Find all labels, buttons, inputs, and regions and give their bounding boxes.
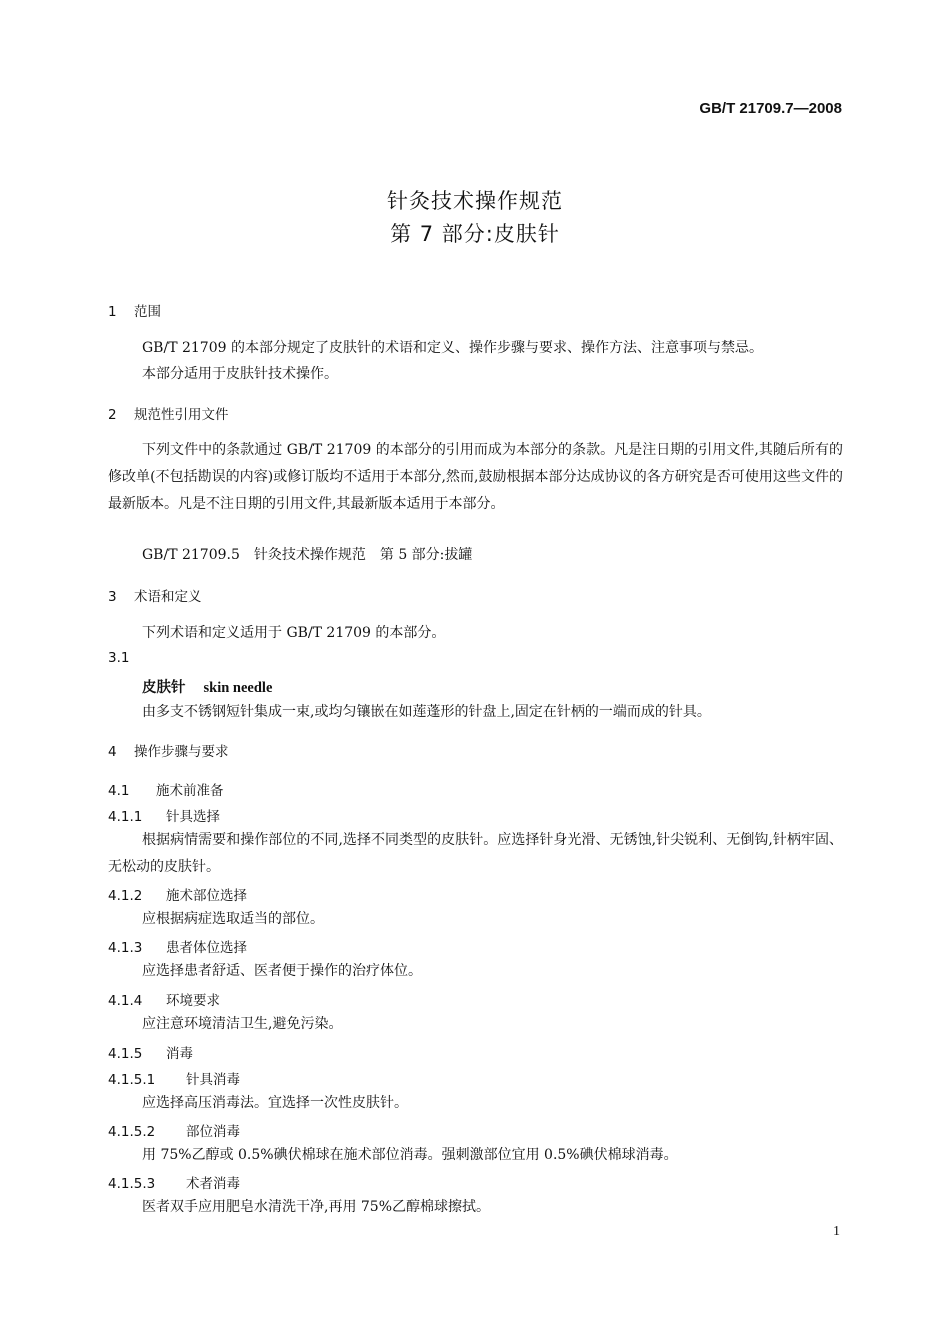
term-definition: 由多支不锈钢短针集成一束,或均匀镶嵌在如莲蓬形的针盘上,固定在针柄的一端而成的针具。 bbox=[142, 704, 711, 720]
term-chinese: 皮肤针 bbox=[142, 680, 186, 696]
paragraph: 医者双手应用肥皂水清洗干净,再用 75%乙醇棉球擦拭。 bbox=[142, 1199, 491, 1215]
subsection-heading-4-1-5-1 bbox=[108, 1068, 240, 1088]
section-title: 操作步骤与要求 bbox=[134, 744, 229, 760]
section-title: 范围 bbox=[134, 304, 161, 320]
section-title: 消毒 bbox=[166, 1046, 193, 1062]
paragraph: GB/T 21709 的本部分规定了皮肤针的术语和定义、操作步骤与要求、操作方法、注意事项与禁忌。 bbox=[142, 340, 763, 356]
subsection-heading-4-1-5 bbox=[108, 1042, 193, 1062]
section-number: 2 bbox=[108, 407, 117, 423]
section-number: 4.1.1 bbox=[108, 809, 143, 825]
section-title: 施术部位选择 bbox=[166, 888, 247, 904]
subsection-heading-4-1-4 bbox=[108, 989, 220, 1009]
section-number: 4.1 bbox=[108, 783, 130, 799]
paragraph: 下列文件中的条款通过 GB/T 21709 的本部分的引用而成为本部分的条款。凡是注日期的引用文件,其随后所有的修改单(不包括勘误的内容)或修订版均不适用于本部分,然而,鼓励根据本部分达成协议的各方研究是否可使用这些文件的最新版本。凡是不注日期的引用文件,其最新版本适用于本部分。 bbox=[108, 442, 843, 512]
section-number: 4.1.3 bbox=[108, 940, 143, 956]
section-number: 1 bbox=[108, 304, 117, 320]
subsection-heading-4-1-2 bbox=[108, 884, 247, 904]
subsection-heading-4-1 bbox=[108, 779, 224, 799]
subsection-heading-4-1-5-2 bbox=[108, 1120, 240, 1140]
section-heading-2 bbox=[108, 403, 229, 423]
subsection-heading-4-1-5-3 bbox=[108, 1172, 240, 1192]
section-number: 4.1.2 bbox=[108, 888, 143, 904]
page-number: 1 bbox=[833, 1224, 840, 1239]
section-number: 4.1.5.1 bbox=[108, 1072, 156, 1088]
section-title: 规范性引用文件 bbox=[134, 407, 229, 423]
paragraph: 应选择患者舒适、医者便于操作的治疗体位。 bbox=[142, 963, 422, 979]
term-english: skin needle bbox=[203, 680, 273, 696]
section-heading-3 bbox=[108, 585, 202, 605]
section-number: 4 bbox=[108, 744, 117, 760]
section-heading-4 bbox=[108, 740, 229, 760]
term-entry bbox=[142, 676, 272, 697]
document-subtitle: 第 7 部分:皮肤针 bbox=[390, 222, 560, 246]
subsection-heading-4-1-3 bbox=[108, 936, 247, 956]
section-title: 针具消毒 bbox=[186, 1072, 240, 1088]
section-title: 部位消毒 bbox=[186, 1124, 240, 1140]
section-title: 施术前准备 bbox=[156, 783, 224, 799]
section-title: 术语和定义 bbox=[134, 589, 202, 605]
standard-number: GB/T 21709.7—2008 bbox=[699, 100, 842, 117]
section-title: 患者体位选择 bbox=[166, 940, 247, 956]
section-heading-1 bbox=[108, 300, 161, 320]
section-title: 环境要求 bbox=[166, 993, 220, 1009]
paragraph: 用 75%乙醇或 0.5%碘伏棉球在施术部位消毒。强刺激部位宜用 0.5%碘伏棉球消毒。 bbox=[142, 1147, 678, 1163]
document-title: 针灸技术操作规范 bbox=[387, 189, 563, 213]
paragraph: 应选择高压消毒法。宜选择一次性皮肤针。 bbox=[142, 1095, 408, 1111]
section-number: 4.1.5.2 bbox=[108, 1124, 156, 1140]
paragraph: 本部分适用于皮肤针技术操作。 bbox=[142, 366, 338, 382]
section-number: 3 bbox=[108, 589, 117, 605]
normative-reference: GB/T 21709.5 针灸技术操作规范 第 5 部分:拔罐 bbox=[142, 547, 473, 563]
paragraph: 下列术语和定义适用于 GB/T 21709 的本部分。 bbox=[142, 625, 446, 641]
section-number: 4.1.5.3 bbox=[108, 1176, 156, 1192]
paragraph: 应注意环境清洁卫生,避免污染。 bbox=[142, 1016, 343, 1032]
paragraph: 应根据病症选取适当的部位。 bbox=[142, 911, 324, 927]
term-number: 3.1 bbox=[108, 650, 130, 666]
section-number: 4.1.4 bbox=[108, 993, 143, 1009]
paragraph: 根据病情需要和操作部位的不同,选择不同类型的皮肤针。应选择针身光滑、无锈蚀,针尖锐利、无倒钩,针柄牢固、无松动的皮肤针。 bbox=[108, 832, 843, 875]
section-title: 针具选择 bbox=[166, 809, 220, 825]
section-title: 术者消毒 bbox=[186, 1176, 240, 1192]
subsection-heading-4-1-1 bbox=[108, 805, 220, 825]
section-number: 4.1.5 bbox=[108, 1046, 143, 1062]
